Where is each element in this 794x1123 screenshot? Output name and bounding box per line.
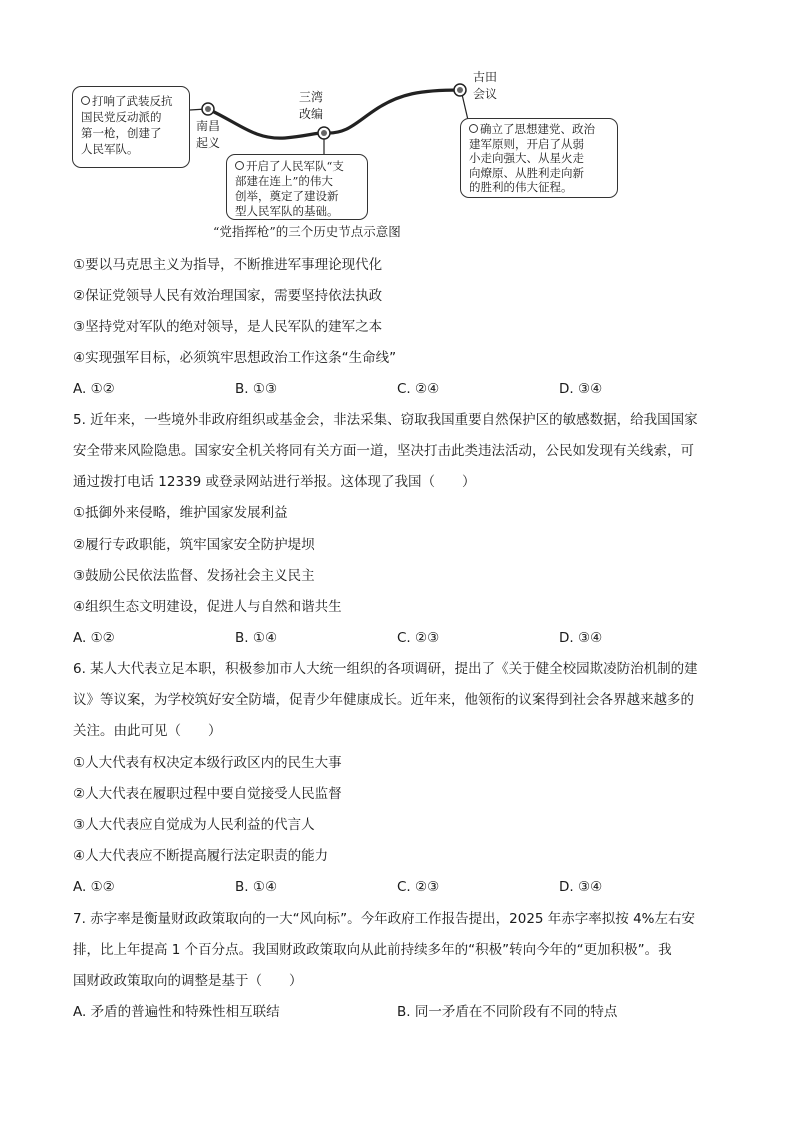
- q4-option-a[interactable]: A. ①②: [73, 381, 115, 397]
- q4-option-c[interactable]: C. ②④: [397, 381, 440, 397]
- q4-item-3: ③坚持党对军队的绝对领导，是人民军队的建军之本: [73, 319, 383, 335]
- q6-stem-line-3: 关注。由此可见（ ）: [73, 723, 222, 739]
- q5-stem-line-3: 通过拨打电话 12339 或登录网站进行举报。这体现了我国（ ）: [73, 474, 476, 490]
- q6-stem-line-1: 6. 某人大代表立足本职，积极参加市人大统一组织的各项调研，提出了《关于健全校园欺凌防治机制的建: [73, 661, 698, 677]
- q7-stem-line-1: 7. 赤字率是衡量财政政策取向的一大“风向标”。今年政府工作报告提出，2025 年赤字率拟按 4%左右安: [73, 911, 696, 927]
- q5-option-b[interactable]: B. ①④: [235, 630, 278, 646]
- q5-stem-line-2: 安全带来风险隐患。国家安全机关将同有关方面一道，坚决打击此类违法活动，公民如发现有关线索，可: [73, 443, 694, 459]
- q5-item-1: ①抵御外来侵略，维护国家发展利益: [73, 505, 288, 521]
- node-marker-sanwan: [318, 127, 330, 139]
- box-sanwan: 开启了人民军队“支 部建在连上”的伟大 创举，奠定了建设新 型人民军队的基础。: [226, 154, 368, 220]
- q6-stem-line-2: 议》等议案，为学校筑好安全防墙，促青少年健康成长。近年来，他领衔的议案得到社会各界越来越多的: [73, 692, 694, 708]
- q5-option-d[interactable]: D. ③④: [559, 630, 603, 646]
- q4-option-b[interactable]: B. ①③: [235, 381, 278, 397]
- node-label-gutian: 古田 会议: [473, 70, 498, 101]
- q6-option-b[interactable]: B. ①④: [235, 879, 278, 895]
- q6-item-1: ①人大代表有权决定本级行政区内的民生大事: [73, 755, 342, 771]
- q5-item-3: ③鼓励公民依法监督、发扬社会主义民主: [73, 568, 315, 584]
- q4-item-4: ④实现强军目标，必须筑牢思想政治工作这条“生命线”: [73, 350, 397, 366]
- q7-option-a[interactable]: A. 矛盾的普遍性和特殊性相互联结: [73, 1004, 280, 1020]
- bullet-circle-icon: [469, 124, 478, 133]
- node-label-nanchang: 南昌 起义: [196, 119, 221, 150]
- diagram-caption: “党指挥枪”的三个历史节点示意图: [213, 224, 401, 239]
- q7-stem-line-3: 国财政政策取向的调整是基于（ ）: [73, 973, 303, 989]
- party-commands-gun-diagram: [60, 62, 640, 244]
- q5-option-a[interactable]: A. ①②: [73, 630, 115, 646]
- q7-stem-line-2: 排，比上年提高 1 个百分点。我国财政政策取向从此前持续多年的“积极”转向今年的“更加积极”。我: [73, 942, 672, 958]
- q5-stem-line-1: 5. 近年来，一些境外非政府组织或基金会，非法采集、窃取我国重要自然保护区的敏感数据，给我国国家: [73, 412, 698, 428]
- box-nanchang: 打响了武装反抗 国民党反动派的 第一枪，创建了 人民军队。: [72, 86, 190, 168]
- q6-item-2: ②人大代表在履职过程中要自觉接受人民监督: [73, 786, 342, 802]
- q4-item-1: ①要以马克思主义为指导，不断推进军事理论现代化: [73, 257, 383, 273]
- node-marker-gutian: [454, 84, 466, 96]
- q6-option-c[interactable]: C. ②③: [397, 879, 440, 895]
- node-label-sanwan: 三湾 改编: [299, 90, 324, 121]
- q5-item-2: ②履行专政职能，筑牢国家安全防护堤坝: [73, 537, 315, 553]
- node-marker-nanchang: [202, 103, 214, 115]
- bullet-circle-icon: [81, 96, 90, 105]
- q7-option-b[interactable]: B. 同一矛盾在不同阶段有不同的特点: [397, 1004, 618, 1020]
- q4-option-d[interactable]: D. ③④: [559, 381, 603, 397]
- q6-option-a[interactable]: A. ①②: [73, 879, 115, 895]
- bullet-circle-icon: [235, 161, 244, 170]
- q5-item-4: ④组织生态文明建设，促进人与自然和谐共生: [73, 599, 342, 615]
- q5-option-c[interactable]: C. ②③: [397, 630, 440, 646]
- q6-option-d[interactable]: D. ③④: [559, 879, 603, 895]
- q6-item-3: ③人大代表应自觉成为人民利益的代言人: [73, 817, 315, 833]
- box-gutian: 确立了思想建党、政治 建军原则，开启了从弱 小走向强大、从星火走 向燎原、从胜利走向新 的胜利的伟大征程。: [460, 118, 618, 198]
- q4-item-2: ②保证党领导人民有效治理国家，需要坚持依法执政: [73, 288, 383, 304]
- q6-item-4: ④人大代表应不断提高履行法定职责的能力: [73, 848, 329, 864]
